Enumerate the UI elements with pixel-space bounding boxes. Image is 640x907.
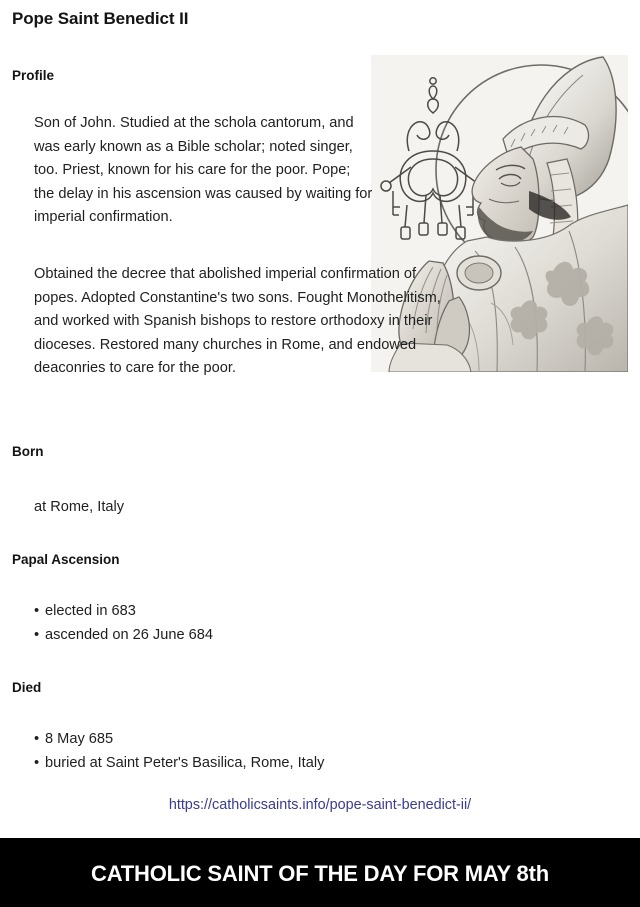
bullet-icon: •: [34, 603, 40, 619]
list-item: [34, 728, 324, 752]
bottom-banner: [0, 838, 640, 907]
died-list: [34, 728, 324, 775]
section-heading-born: Born: [12, 444, 44, 459]
section-heading-papal-ascension: Papal Ascension: [12, 552, 120, 567]
list-item-label: buried at Saint Peter's Basilica, Rome, Italy: [45, 754, 325, 771]
list-item: [34, 752, 324, 776]
list-item-label: 8 May 685: [45, 731, 114, 747]
papal-ascension-list: [34, 600, 213, 647]
bullet-icon: •: [34, 626, 40, 643]
profile-paragraph-2: Obtained the decree that abolished imperial confirmation of popes. Adopted Constantine's two sons. Fought Monothelitism, and worked with Spanish bishops to restore orthodoxy in their dioceses. Restored many churches in Rome, and endowed deaconries to care for the poor.: [34, 266, 441, 376]
list-item: [34, 624, 213, 648]
profile-paragraph-1: Son of John. Studied at the schola cantorum, and was early known as a Bible scholar; noted singer, too. Priest, known for his care for the poor. Pope; the delay in his ascension was caused by waiting for imperial confirmation.: [34, 115, 373, 225]
source-url-link[interactable]: https://catholicsaints.info/pope-saint-benedict-ii/: [168, 797, 472, 813]
bullet-icon: •: [34, 731, 40, 747]
page-title: Pope Saint Benedict II: [12, 9, 189, 28]
list-item-label: ascended on 26 June 684: [45, 626, 213, 643]
section-heading-died: Died: [12, 680, 42, 695]
section-heading-profile: Profile: [12, 68, 55, 83]
bullet-icon: •: [34, 754, 40, 771]
list-item-label: elected in 683: [45, 603, 136, 619]
born-text: at Rome, Italy: [34, 499, 125, 515]
list-item: [34, 600, 213, 624]
banner-title: CATHOLIC SAINT OF THE DAY FOR MAY 8th: [91, 861, 549, 886]
